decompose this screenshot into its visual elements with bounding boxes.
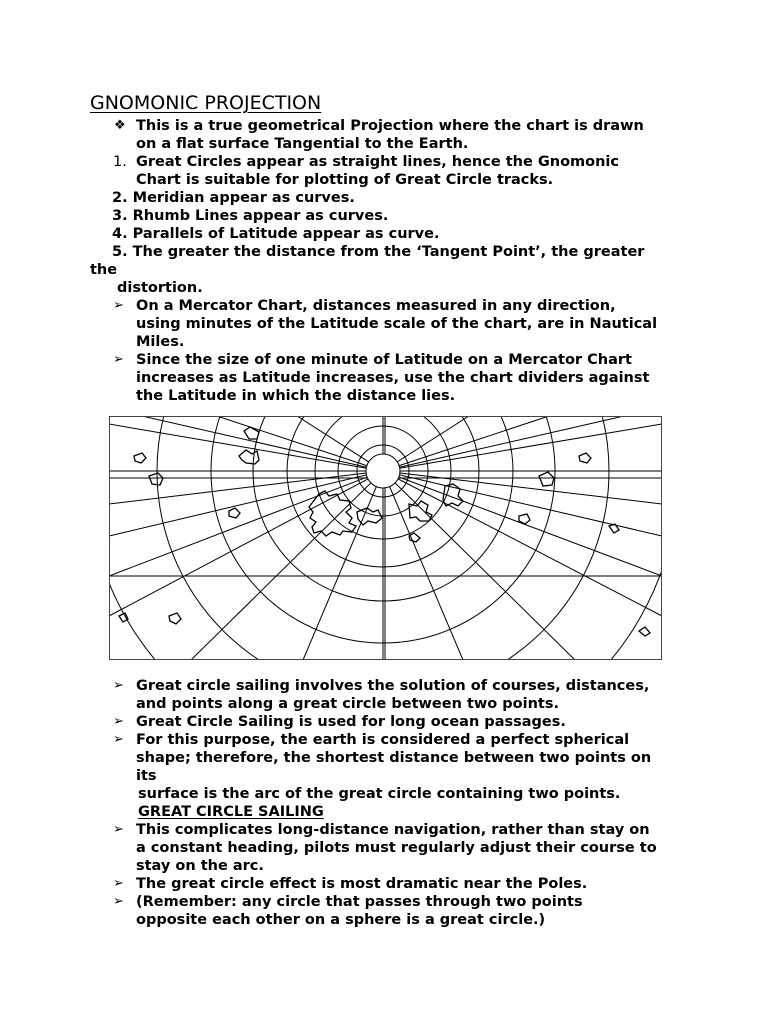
bullet-latitude-line-3: the Latitude in which the distance lies. <box>136 388 456 404</box>
arrow-bullet-icon: ➢ <box>113 714 124 729</box>
bullet-navigation-line-3: stay on the arc. <box>136 858 264 874</box>
item-5: 5. The greater the distance from the ‘Tangent Point’, the greater <box>112 244 645 260</box>
pole-point <box>366 454 400 488</box>
bullet-poles-line-1: The great circle effect is most dramatic near the Poles. <box>136 876 588 892</box>
arrow-bullet-icon: ➢ <box>113 732 124 747</box>
arrow-bullet-icon: ➢ <box>113 352 124 367</box>
gnomonic-chart-image <box>109 416 662 660</box>
diamond-bullet-icon: ❖ <box>114 118 126 133</box>
item-1-number: 1. <box>113 154 127 170</box>
bullet-mercator-line-2: using minutes of the Latitude scale of the chart, are in Nautical <box>136 316 658 332</box>
bullet-mercator-line-3: Miles. <box>136 334 185 350</box>
bullet-purpose-line-2: shape; therefore, the shortest distance between two points on <box>136 750 652 766</box>
bullet-mercator-line-1: On a Mercator Chart, distances measured in any direction, <box>136 298 616 314</box>
intro-line-2: on a flat surface Tangential to the Earth. <box>136 136 469 152</box>
bullet-purpose-line-1: For this purpose, the earth is considered a perfect spherical <box>136 732 630 748</box>
item-4: 4. Parallels of Latitude appear as curve. <box>112 226 440 242</box>
bullet-ocean-line-1: Great Circle Sailing is used for long ocean passages. <box>136 714 566 730</box>
bullet-gcs-line-2: and points along a great circle between two points. <box>136 696 559 712</box>
bullet-remember-line-1: (Remember: any circle that passes through two points <box>136 894 583 910</box>
bullet-latitude-line-2: increases as Latitude increases, use the chart dividers against <box>136 370 650 386</box>
item-1-line-2: Chart is suitable for plotting of Great Circle tracks. <box>136 172 554 188</box>
continuation-line: surface is the arc of the great circle containing two points. <box>138 786 621 802</box>
item-5-wrap-1: the <box>90 262 118 278</box>
bullet-gcs-line-1: Great circle sailing involves the solution of courses, distances, <box>136 678 650 694</box>
arrow-bullet-icon: ➢ <box>113 894 124 909</box>
arrow-bullet-icon: ➢ <box>113 822 124 837</box>
bullet-navigation-line-2: a constant heading, pilots must regularly adjust their course to <box>136 840 657 856</box>
arrow-bullet-icon: ➢ <box>113 298 124 313</box>
item-5-wrap-2: distortion. <box>117 280 203 296</box>
bullet-latitude-line-1: Since the size of one minute of Latitude on a Mercator Chart <box>136 352 632 368</box>
bullet-navigation-line-1: This complicates long-distance navigation, rather than stay on <box>136 822 650 838</box>
item-2: 2. Meridian appear as curves. <box>112 190 355 206</box>
document-title: GNOMONIC PROJECTION <box>90 92 322 114</box>
bullet-purpose-line-3: its <box>136 768 157 784</box>
item-3: 3. Rhumb Lines appear as curves. <box>112 208 389 224</box>
intro-line-1: This is a true geometrical Projection where the chart is drawn <box>136 118 644 134</box>
arrow-bullet-icon: ➢ <box>113 876 124 891</box>
item-1-line-1: Great Circles appear as straight lines, hence the Gnomonic <box>136 154 619 170</box>
arrow-bullet-icon: ➢ <box>113 678 124 693</box>
bullet-remember-line-2: opposite each other on a sphere is a great circle.) <box>136 912 546 928</box>
subheading-great-circle-sailing: GREAT CIRCLE SAILING <box>138 804 324 820</box>
